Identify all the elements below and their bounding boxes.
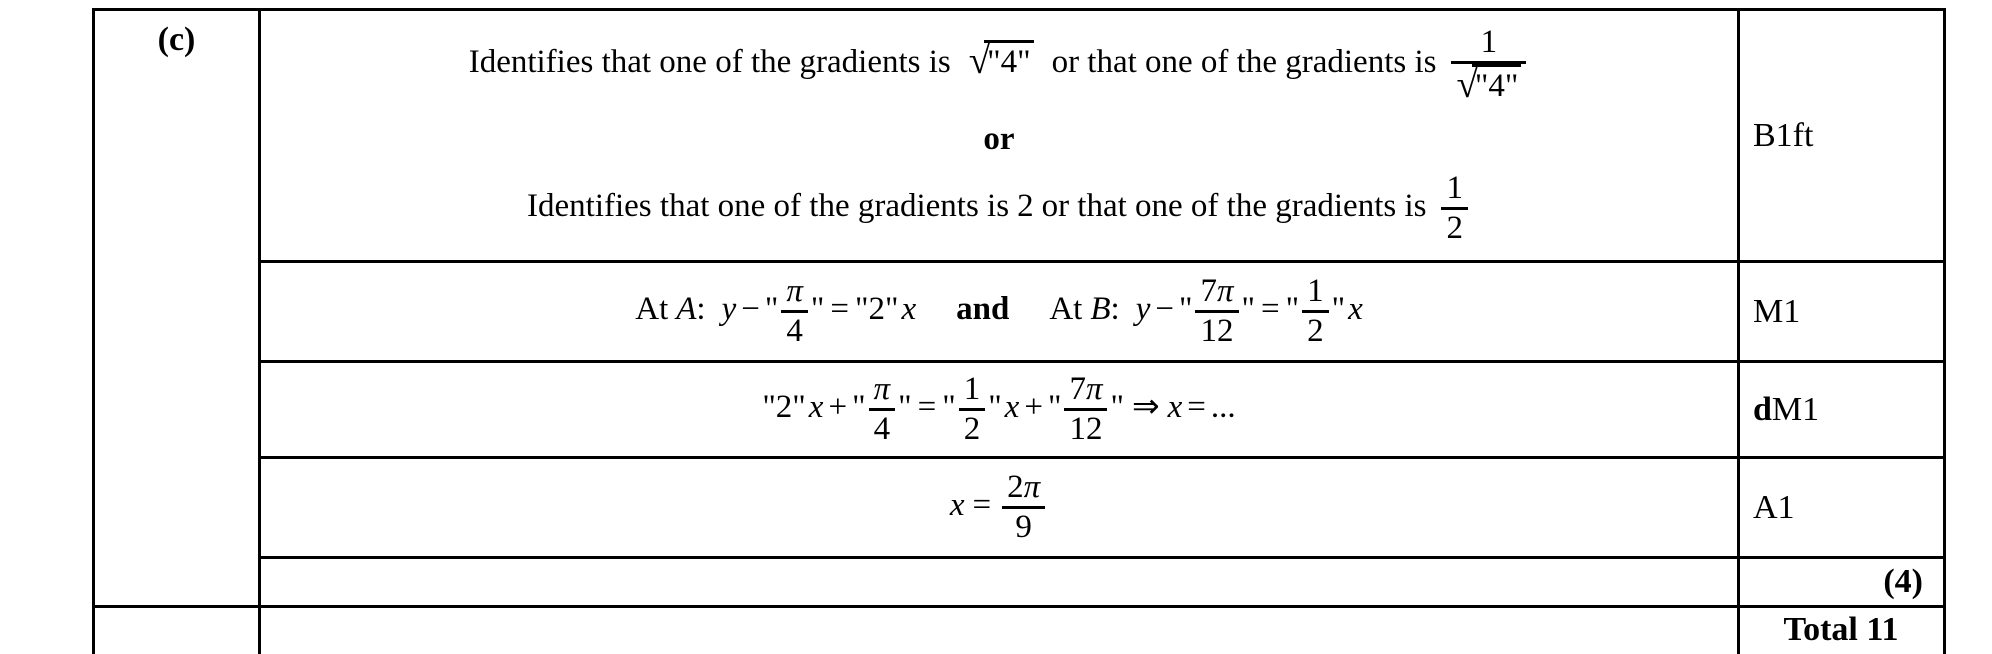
mark-scheme-table: [92, 8, 1946, 654]
total-label: Total 11: [1783, 611, 1899, 648]
row-dm1: [94, 362, 1945, 458]
part-label: (c): [157, 21, 196, 58]
mark-m1: [1739, 262, 1945, 362]
mark-b1ft: [1739, 10, 1945, 262]
row-a1: [94, 458, 1945, 558]
mark-a1: [1739, 458, 1945, 558]
row-b1ft: [94, 10, 1945, 262]
a1-answer-line: x = $\frac{2\pi}{9}$: [262, 469, 1736, 546]
row-subtotal: [94, 558, 1945, 607]
m1-equations-line: At A: y − " $\frac{\pi}{4}$ " = "2"x and At B: y − " $\frac{7\pi}{12}$ " = " $\frac{1}{2}$ "x: [635, 273, 1363, 349]
working-b1ft-cell: [260, 10, 1739, 262]
row-total: [94, 607, 1945, 654]
mark-dm1: [1739, 362, 1945, 458]
part-label-cell: [94, 10, 260, 607]
row-m1: [94, 262, 1945, 362]
total-part-empty-cell: [94, 607, 260, 654]
b1ft-gradient-line-surd: Identifies that one of the gradients is √"4" or that one of the gradients is $\frac{1}{√"4"}$: [262, 24, 1736, 105]
b1ft-gradient-line-plain: Identifies that one of the gradients is 2 or that one of the gradients is $\frac{1}{2}$: [262, 170, 1736, 247]
mark-b1ft-label: B1ft: [1753, 116, 1814, 154]
working-dm1-cell: [260, 362, 1739, 458]
or-separator: or: [983, 120, 1015, 157]
working-a1-cell: [260, 458, 1739, 558]
mark-dm1-label: dM1: [1753, 390, 1820, 428]
mark-m1-label: M1: [1753, 292, 1801, 330]
total-working-empty-cell: [260, 607, 1739, 654]
mark-a1-label: A1: [1753, 488, 1795, 526]
subtotal-empty-cell: [260, 558, 1739, 607]
total-cell: [1739, 607, 1945, 654]
subtotal-label: (4): [1883, 563, 1923, 600]
subtotal-cell: [1739, 558, 1945, 607]
working-m1-cell: [260, 262, 1739, 362]
dm1-equation-line: "2"x + " $\frac{\pi}{4}$ " = " $\frac{1}{2}$ "x + " $\frac{7\pi}{12}$ " ⇒ x = ...: [762, 371, 1236, 447]
